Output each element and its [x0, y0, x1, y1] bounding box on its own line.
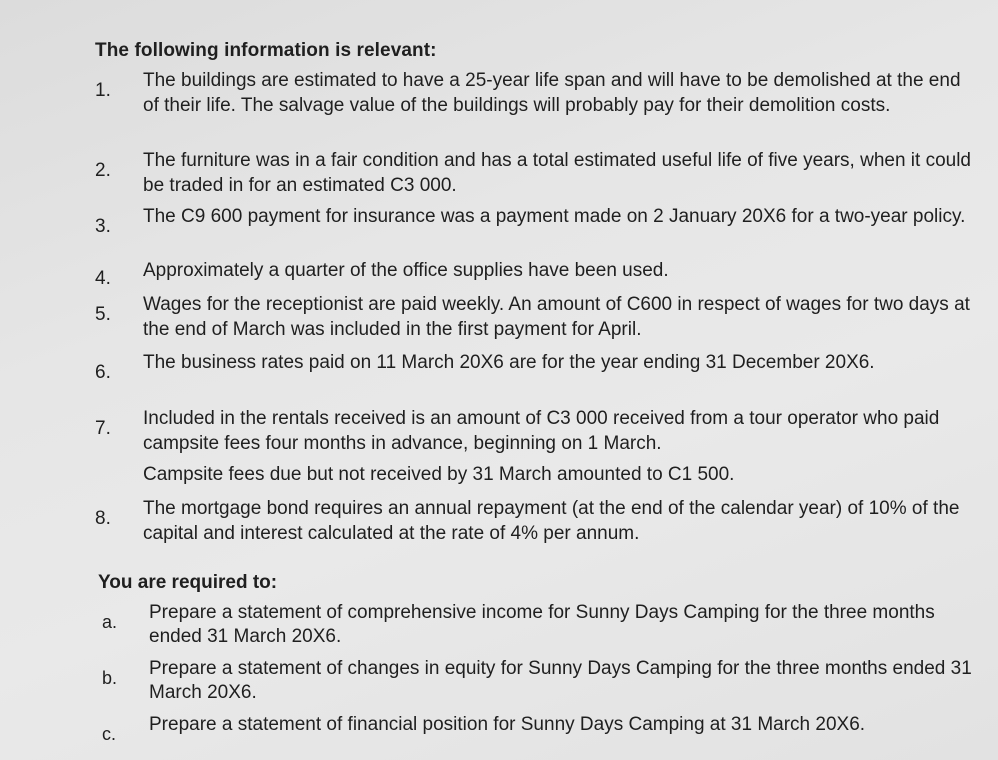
requirement-text: Prepare a statement of financial position for Sunny Days Camping at 31 March 20X6. — [149, 714, 866, 735]
section-heading: The following information is relevant: — [95, 40, 437, 61]
required-heading: You are required to: — [98, 572, 278, 593]
item-number: 7. — [95, 418, 111, 439]
item-number: 3. — [95, 216, 111, 237]
item-number: 4. — [95, 268, 111, 289]
requirement-text: Prepare a statement of changes in equity for Sunny Days Camping for the three months ended 31 March 20X6. — [149, 658, 972, 703]
item-text: Included in the rentals received is an amount of C3 000 received from a tour operator who paid campsite fees four months in advance, beginning on 1 March. — [143, 408, 940, 454]
requirement-letter: c. — [102, 724, 117, 744]
item-number: 1. — [95, 80, 111, 101]
item-number: 5. — [95, 304, 111, 325]
item-text: Approximately a quarter of the office supplies have been used. — [143, 260, 669, 281]
item-extra-text: Campsite fees due but not received by 31 March amounted to C1 500. — [143, 464, 735, 485]
requirement-text: Prepare a statement of comprehensive income for Sunny Days Camping for the three months ended 31 March 20X6. — [149, 602, 935, 647]
requirement-letter: a. — [102, 612, 118, 632]
item-text: The C9 600 payment for insurance was a payment made on 2 January 20X6 for a two-year policy. — [143, 206, 966, 227]
item-number: 2. — [95, 160, 111, 181]
item-text: The buildings are estimated to have a 25-year life span and will have to be demolished at the end of their life. The salvage value of the buildings will probably pay for their demolition costs. — [143, 70, 961, 116]
item-number: 6. — [95, 362, 111, 383]
item-text: The business rates paid on 11 March 20X6 are for the year ending 31 December 20X6. — [143, 352, 875, 373]
requirement-letter: b. — [102, 668, 118, 688]
item-text: The furniture was in a fair condition and has a total estimated useful life of five years, when it could be traded in for an estimated C3 000. — [143, 150, 972, 196]
item-number: 8. — [95, 508, 111, 529]
item-text: The mortgage bond requires an annual repayment (at the end of the calendar year) of 10% of the capital and interest calculated at the rate of 4% per annum. — [143, 498, 960, 544]
item-text: Wages for the receptionist are paid weekly. An amount of C600 in respect of wages for two days at the end of March was included in the first payment for April. — [143, 294, 970, 340]
